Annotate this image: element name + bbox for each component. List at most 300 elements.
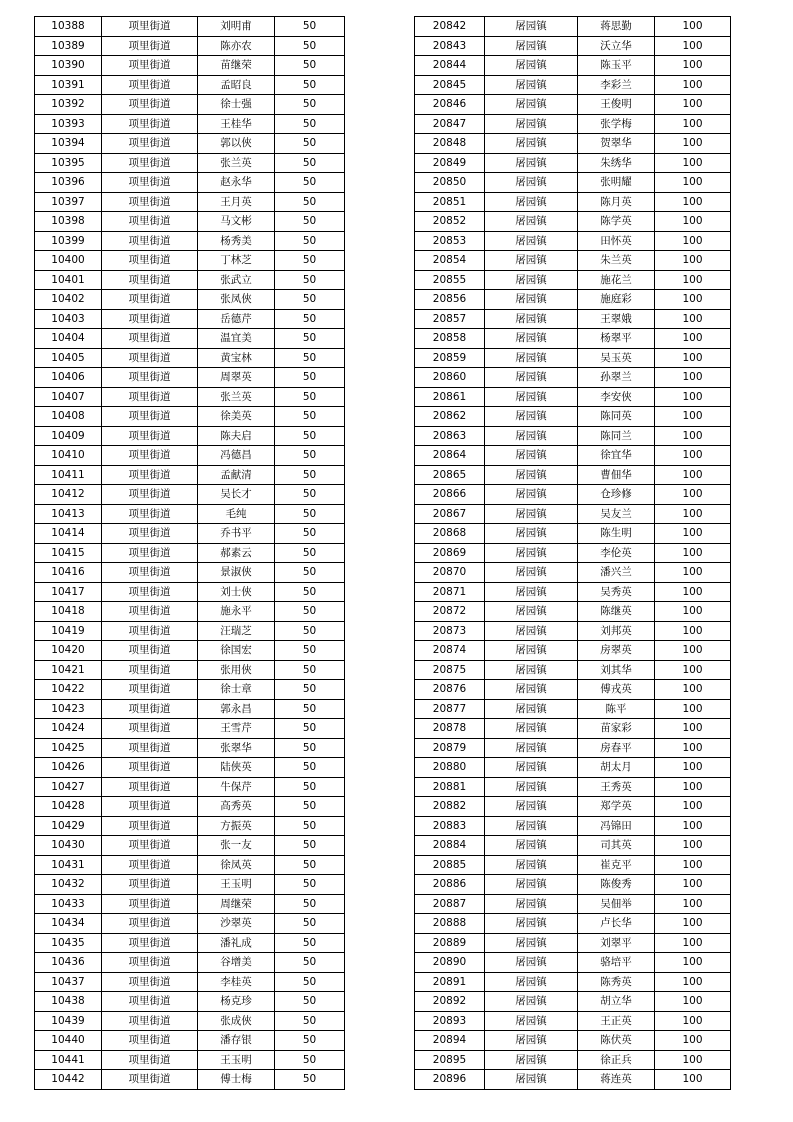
town-cell: 屠园镇 bbox=[485, 290, 578, 310]
person-name-cell: 马文彬 bbox=[198, 212, 275, 232]
amount-cell: 100 bbox=[655, 797, 731, 817]
town-cell: 屠园镇 bbox=[485, 75, 578, 95]
amount-cell: 50 bbox=[275, 368, 345, 388]
amount-cell: 100 bbox=[655, 758, 731, 778]
record-id-cell: 10438 bbox=[35, 992, 102, 1012]
table-row bbox=[415, 582, 731, 602]
record-id-cell: 20893 bbox=[415, 1011, 485, 1031]
amount-cell: 100 bbox=[655, 1031, 731, 1051]
amount-cell: 100 bbox=[655, 894, 731, 914]
table-row bbox=[415, 797, 731, 817]
town-cell: 屠园镇 bbox=[485, 368, 578, 388]
town-cell: 屠园镇 bbox=[485, 192, 578, 212]
table-row bbox=[35, 660, 345, 680]
record-id-cell: 20853 bbox=[415, 231, 485, 251]
table-row bbox=[415, 329, 731, 349]
table-row bbox=[35, 524, 345, 544]
person-name-cell: 毛纯 bbox=[198, 504, 275, 524]
table-row bbox=[415, 309, 731, 329]
amount-cell: 100 bbox=[655, 36, 731, 56]
amount-cell: 50 bbox=[275, 855, 345, 875]
table-row bbox=[415, 348, 731, 368]
table-row bbox=[35, 933, 345, 953]
amount-cell: 50 bbox=[275, 719, 345, 739]
record-id-cell: 10419 bbox=[35, 621, 102, 641]
amount-cell: 50 bbox=[275, 95, 345, 115]
amount-cell: 50 bbox=[275, 914, 345, 934]
record-id-cell: 20866 bbox=[415, 485, 485, 505]
record-id-cell: 10389 bbox=[35, 36, 102, 56]
table-row bbox=[415, 719, 731, 739]
amount-cell: 100 bbox=[655, 816, 731, 836]
person-name-cell: 苗家彩 bbox=[578, 719, 655, 739]
record-id-cell: 10406 bbox=[35, 368, 102, 388]
amount-cell: 100 bbox=[655, 407, 731, 427]
record-id-cell: 10424 bbox=[35, 719, 102, 739]
amount-cell: 100 bbox=[655, 641, 731, 661]
amount-cell: 50 bbox=[275, 407, 345, 427]
person-name-cell: 沙翠英 bbox=[198, 914, 275, 934]
person-name-cell: 陈继英 bbox=[578, 602, 655, 622]
amount-cell: 100 bbox=[655, 348, 731, 368]
record-id-cell: 20848 bbox=[415, 134, 485, 154]
town-cell: 项里街道 bbox=[102, 36, 198, 56]
table-row bbox=[415, 621, 731, 641]
person-name-cell: 徐国宏 bbox=[198, 641, 275, 661]
person-name-cell: 高秀英 bbox=[198, 797, 275, 817]
record-id-cell: 10433 bbox=[35, 894, 102, 914]
table-row bbox=[35, 972, 345, 992]
person-name-cell: 骆培平 bbox=[578, 953, 655, 973]
person-name-cell: 徐美英 bbox=[198, 407, 275, 427]
table-row bbox=[415, 446, 731, 466]
town-cell: 屠园镇 bbox=[485, 894, 578, 914]
record-id-cell: 10410 bbox=[35, 446, 102, 466]
town-cell: 项里街道 bbox=[102, 75, 198, 95]
table-row bbox=[415, 953, 731, 973]
person-name-cell: 傅戎英 bbox=[578, 680, 655, 700]
town-cell: 屠园镇 bbox=[485, 387, 578, 407]
amount-cell: 100 bbox=[655, 192, 731, 212]
record-id-cell: 20887 bbox=[415, 894, 485, 914]
town-cell: 屠园镇 bbox=[485, 173, 578, 193]
town-cell: 屠园镇 bbox=[485, 1050, 578, 1070]
person-name-cell: 陈夫启 bbox=[198, 426, 275, 446]
record-id-cell: 20879 bbox=[415, 738, 485, 758]
amount-cell: 100 bbox=[655, 368, 731, 388]
town-cell: 项里街道 bbox=[102, 953, 198, 973]
record-id-cell: 10420 bbox=[35, 641, 102, 661]
person-name-cell: 汪瑞芝 bbox=[198, 621, 275, 641]
town-cell: 屠园镇 bbox=[485, 738, 578, 758]
town-cell: 项里街道 bbox=[102, 660, 198, 680]
person-name-cell: 刘士俠 bbox=[198, 582, 275, 602]
person-name-cell: 陈玉平 bbox=[578, 56, 655, 76]
table-row bbox=[35, 426, 345, 446]
amount-cell: 100 bbox=[655, 972, 731, 992]
record-id-cell: 10415 bbox=[35, 543, 102, 563]
record-id-cell: 20865 bbox=[415, 465, 485, 485]
person-name-cell: 黄宝林 bbox=[198, 348, 275, 368]
table-row bbox=[35, 368, 345, 388]
amount-cell: 100 bbox=[655, 855, 731, 875]
record-id-cell: 20851 bbox=[415, 192, 485, 212]
amount-cell: 100 bbox=[655, 465, 731, 485]
person-name-cell: 谷增美 bbox=[198, 953, 275, 973]
record-id-cell: 20891 bbox=[415, 972, 485, 992]
town-cell: 屠园镇 bbox=[485, 563, 578, 583]
town-cell: 项里街道 bbox=[102, 1070, 198, 1090]
town-cell: 项里街道 bbox=[102, 231, 198, 251]
person-name-cell: 施永平 bbox=[198, 602, 275, 622]
amount-cell: 50 bbox=[275, 309, 345, 329]
amount-cell: 50 bbox=[275, 231, 345, 251]
left-roster-body bbox=[35, 17, 345, 1090]
table-row bbox=[35, 758, 345, 778]
table-row bbox=[35, 953, 345, 973]
town-cell: 项里街道 bbox=[102, 621, 198, 641]
record-id-cell: 10429 bbox=[35, 816, 102, 836]
table-row bbox=[415, 758, 731, 778]
table-row bbox=[35, 153, 345, 173]
amount-cell: 100 bbox=[655, 875, 731, 895]
table-row bbox=[35, 309, 345, 329]
town-cell: 项里街道 bbox=[102, 56, 198, 76]
record-id-cell: 20854 bbox=[415, 251, 485, 271]
table-row bbox=[415, 153, 731, 173]
person-name-cell: 杨秀美 bbox=[198, 231, 275, 251]
person-name-cell: 王秀英 bbox=[578, 777, 655, 797]
person-name-cell: 崔克平 bbox=[578, 855, 655, 875]
person-name-cell: 吴友兰 bbox=[578, 504, 655, 524]
table-row bbox=[415, 1031, 731, 1051]
town-cell: 屠园镇 bbox=[485, 524, 578, 544]
town-cell: 屠园镇 bbox=[485, 777, 578, 797]
table-row bbox=[415, 1050, 731, 1070]
amount-cell: 100 bbox=[655, 387, 731, 407]
person-name-cell: 方振英 bbox=[198, 816, 275, 836]
record-id-cell: 20896 bbox=[415, 1070, 485, 1090]
table-row bbox=[415, 387, 731, 407]
table-row bbox=[35, 504, 345, 524]
amount-cell: 50 bbox=[275, 797, 345, 817]
town-cell: 项里街道 bbox=[102, 836, 198, 856]
table-row bbox=[35, 387, 345, 407]
amount-cell: 100 bbox=[655, 953, 731, 973]
record-id-cell: 10388 bbox=[35, 17, 102, 37]
table-row bbox=[415, 836, 731, 856]
person-name-cell: 张用俠 bbox=[198, 660, 275, 680]
record-id-cell: 10430 bbox=[35, 836, 102, 856]
person-name-cell: 刘翠平 bbox=[578, 933, 655, 953]
amount-cell: 100 bbox=[655, 75, 731, 95]
person-name-cell: 景淑俠 bbox=[198, 563, 275, 583]
town-cell: 屠园镇 bbox=[485, 797, 578, 817]
amount-cell: 50 bbox=[275, 992, 345, 1012]
table-row bbox=[415, 426, 731, 446]
amount-cell: 50 bbox=[275, 758, 345, 778]
amount-cell: 50 bbox=[275, 173, 345, 193]
record-id-cell: 20847 bbox=[415, 114, 485, 134]
record-id-cell: 10397 bbox=[35, 192, 102, 212]
town-cell: 屠园镇 bbox=[485, 641, 578, 661]
town-cell: 屠园镇 bbox=[485, 719, 578, 739]
table-row bbox=[415, 992, 731, 1012]
record-id-cell: 20850 bbox=[415, 173, 485, 193]
person-name-cell: 郝素云 bbox=[198, 543, 275, 563]
town-cell: 屠园镇 bbox=[485, 1011, 578, 1031]
record-id-cell: 20875 bbox=[415, 660, 485, 680]
person-name-cell: 潘存银 bbox=[198, 1031, 275, 1051]
record-id-cell: 10402 bbox=[35, 290, 102, 310]
table-row bbox=[35, 17, 345, 37]
amount-cell: 50 bbox=[275, 836, 345, 856]
amount-cell: 100 bbox=[655, 1050, 731, 1070]
amount-cell: 100 bbox=[655, 95, 731, 115]
amount-cell: 50 bbox=[275, 426, 345, 446]
person-name-cell: 李安俠 bbox=[578, 387, 655, 407]
amount-cell: 50 bbox=[275, 17, 345, 37]
town-cell: 项里街道 bbox=[102, 914, 198, 934]
table-row bbox=[415, 368, 731, 388]
amount-cell: 50 bbox=[275, 251, 345, 271]
person-name-cell: 刘邦英 bbox=[578, 621, 655, 641]
amount-cell: 50 bbox=[275, 134, 345, 154]
amount-cell: 100 bbox=[655, 56, 731, 76]
amount-cell: 100 bbox=[655, 1011, 731, 1031]
table-row bbox=[35, 1050, 345, 1070]
record-id-cell: 10392 bbox=[35, 95, 102, 115]
person-name-cell: 陈学英 bbox=[578, 212, 655, 232]
town-cell: 屠园镇 bbox=[485, 816, 578, 836]
amount-cell: 50 bbox=[275, 465, 345, 485]
amount-cell: 50 bbox=[275, 485, 345, 505]
town-cell: 屠园镇 bbox=[485, 251, 578, 271]
record-id-cell: 20890 bbox=[415, 953, 485, 973]
person-name-cell: 张兰英 bbox=[198, 387, 275, 407]
town-cell: 屠园镇 bbox=[485, 309, 578, 329]
town-cell: 屠园镇 bbox=[485, 680, 578, 700]
person-name-cell: 张翠华 bbox=[198, 738, 275, 758]
table-row bbox=[35, 1011, 345, 1031]
town-cell: 屠园镇 bbox=[485, 621, 578, 641]
right-roster-body bbox=[415, 17, 731, 1090]
record-id-cell: 20856 bbox=[415, 290, 485, 310]
record-id-cell: 10396 bbox=[35, 173, 102, 193]
record-id-cell: 10426 bbox=[35, 758, 102, 778]
person-name-cell: 温宜美 bbox=[198, 329, 275, 349]
person-name-cell: 蒋思勤 bbox=[578, 17, 655, 37]
table-row bbox=[35, 797, 345, 817]
town-cell: 项里街道 bbox=[102, 972, 198, 992]
record-id-cell: 20871 bbox=[415, 582, 485, 602]
table-row bbox=[35, 56, 345, 76]
person-name-cell: 陈同兰 bbox=[578, 426, 655, 446]
town-cell: 项里街道 bbox=[102, 465, 198, 485]
town-cell: 屠园镇 bbox=[485, 56, 578, 76]
person-name-cell: 徐凤英 bbox=[198, 855, 275, 875]
person-name-cell: 房春平 bbox=[578, 738, 655, 758]
amount-cell: 50 bbox=[275, 114, 345, 134]
table-row bbox=[35, 290, 345, 310]
town-cell: 项里街道 bbox=[102, 816, 198, 836]
town-cell: 项里街道 bbox=[102, 777, 198, 797]
amount-cell: 50 bbox=[275, 699, 345, 719]
town-cell: 项里街道 bbox=[102, 270, 198, 290]
person-name-cell: 李伦英 bbox=[578, 543, 655, 563]
amount-cell: 50 bbox=[275, 1031, 345, 1051]
record-id-cell: 20869 bbox=[415, 543, 485, 563]
town-cell: 屠园镇 bbox=[485, 114, 578, 134]
person-name-cell: 潘礼成 bbox=[198, 933, 275, 953]
amount-cell: 100 bbox=[655, 290, 731, 310]
table-row bbox=[35, 738, 345, 758]
record-id-cell: 10418 bbox=[35, 602, 102, 622]
table-row bbox=[415, 192, 731, 212]
amount-cell: 50 bbox=[275, 582, 345, 602]
record-id-cell: 20881 bbox=[415, 777, 485, 797]
person-name-cell: 苗继荣 bbox=[198, 56, 275, 76]
table-row bbox=[35, 777, 345, 797]
record-id-cell: 20862 bbox=[415, 407, 485, 427]
town-cell: 屠园镇 bbox=[485, 1070, 578, 1090]
table-row bbox=[35, 1031, 345, 1051]
amount-cell: 50 bbox=[275, 504, 345, 524]
town-cell: 项里街道 bbox=[102, 1050, 198, 1070]
town-cell: 项里街道 bbox=[102, 563, 198, 583]
person-name-cell: 岳德芹 bbox=[198, 309, 275, 329]
town-cell: 项里街道 bbox=[102, 348, 198, 368]
person-name-cell: 吴玉英 bbox=[578, 348, 655, 368]
person-name-cell: 吴佃举 bbox=[578, 894, 655, 914]
amount-cell: 100 bbox=[655, 1070, 731, 1090]
record-id-cell: 20843 bbox=[415, 36, 485, 56]
town-cell: 项里街道 bbox=[102, 504, 198, 524]
person-name-cell: 孙翠兰 bbox=[578, 368, 655, 388]
person-name-cell: 丁林芝 bbox=[198, 251, 275, 271]
amount-cell: 100 bbox=[655, 602, 731, 622]
table-row bbox=[415, 875, 731, 895]
amount-cell: 100 bbox=[655, 17, 731, 37]
town-cell: 屠园镇 bbox=[485, 231, 578, 251]
table-row bbox=[415, 251, 731, 271]
table-row bbox=[35, 231, 345, 251]
amount-cell: 50 bbox=[275, 75, 345, 95]
town-cell: 项里街道 bbox=[102, 407, 198, 427]
person-name-cell: 张凤俠 bbox=[198, 290, 275, 310]
amount-cell: 100 bbox=[655, 426, 731, 446]
person-name-cell: 郭以俠 bbox=[198, 134, 275, 154]
person-name-cell: 蒋连英 bbox=[578, 1070, 655, 1090]
person-name-cell: 李桂英 bbox=[198, 972, 275, 992]
amount-cell: 50 bbox=[275, 1050, 345, 1070]
amount-cell: 100 bbox=[655, 660, 731, 680]
table-row bbox=[415, 972, 731, 992]
town-cell: 屠园镇 bbox=[485, 485, 578, 505]
person-name-cell: 徐士章 bbox=[198, 680, 275, 700]
table-row bbox=[35, 699, 345, 719]
amount-cell: 50 bbox=[275, 933, 345, 953]
town-cell: 项里街道 bbox=[102, 641, 198, 661]
amount-cell: 100 bbox=[655, 173, 731, 193]
table-row bbox=[35, 407, 345, 427]
amount-cell: 100 bbox=[655, 680, 731, 700]
record-id-cell: 20892 bbox=[415, 992, 485, 1012]
table-row bbox=[35, 836, 345, 856]
table-row bbox=[415, 524, 731, 544]
record-id-cell: 20872 bbox=[415, 602, 485, 622]
town-cell: 项里街道 bbox=[102, 524, 198, 544]
table-row bbox=[35, 465, 345, 485]
record-id-cell: 20888 bbox=[415, 914, 485, 934]
record-id-cell: 10413 bbox=[35, 504, 102, 524]
table-row bbox=[415, 485, 731, 505]
table-row bbox=[415, 290, 731, 310]
person-name-cell: 徐士强 bbox=[198, 95, 275, 115]
record-id-cell: 20886 bbox=[415, 875, 485, 895]
amount-cell: 50 bbox=[275, 621, 345, 641]
town-cell: 屠园镇 bbox=[485, 17, 578, 37]
person-name-cell: 张学梅 bbox=[578, 114, 655, 134]
amount-cell: 100 bbox=[655, 114, 731, 134]
record-id-cell: 10437 bbox=[35, 972, 102, 992]
right-roster-table bbox=[414, 16, 731, 1090]
person-name-cell: 陈月英 bbox=[578, 192, 655, 212]
record-id-cell: 10421 bbox=[35, 660, 102, 680]
person-name-cell: 杨克珍 bbox=[198, 992, 275, 1012]
person-name-cell: 郭永昌 bbox=[198, 699, 275, 719]
person-name-cell: 郑学英 bbox=[578, 797, 655, 817]
person-name-cell: 施庭彩 bbox=[578, 290, 655, 310]
town-cell: 屠园镇 bbox=[485, 660, 578, 680]
town-cell: 屠园镇 bbox=[485, 602, 578, 622]
town-cell: 屠园镇 bbox=[485, 1031, 578, 1051]
town-cell: 屠园镇 bbox=[485, 582, 578, 602]
record-id-cell: 10434 bbox=[35, 914, 102, 934]
person-name-cell: 潘兴兰 bbox=[578, 563, 655, 583]
person-name-cell: 陈俊秀 bbox=[578, 875, 655, 895]
record-id-cell: 10417 bbox=[35, 582, 102, 602]
town-cell: 项里街道 bbox=[102, 309, 198, 329]
amount-cell: 100 bbox=[655, 836, 731, 856]
table-row bbox=[35, 446, 345, 466]
town-cell: 屠园镇 bbox=[485, 348, 578, 368]
amount-cell: 100 bbox=[655, 563, 731, 583]
table-row bbox=[35, 212, 345, 232]
town-cell: 屠园镇 bbox=[485, 933, 578, 953]
amount-cell: 50 bbox=[275, 875, 345, 895]
record-id-cell: 20873 bbox=[415, 621, 485, 641]
person-name-cell: 张兰英 bbox=[198, 153, 275, 173]
record-id-cell: 10423 bbox=[35, 699, 102, 719]
person-name-cell: 陈亦农 bbox=[198, 36, 275, 56]
table-row bbox=[415, 1011, 731, 1031]
left-roster-table bbox=[34, 16, 345, 1090]
town-cell: 屠园镇 bbox=[485, 992, 578, 1012]
amount-cell: 50 bbox=[275, 602, 345, 622]
amount-cell: 50 bbox=[275, 738, 345, 758]
person-name-cell: 杨翠平 bbox=[578, 329, 655, 349]
record-id-cell: 10408 bbox=[35, 407, 102, 427]
amount-cell: 100 bbox=[655, 992, 731, 1012]
amount-cell: 100 bbox=[655, 329, 731, 349]
table-row bbox=[35, 485, 345, 505]
table-row bbox=[35, 992, 345, 1012]
town-cell: 项里街道 bbox=[102, 17, 198, 37]
person-name-cell: 张明耀 bbox=[578, 173, 655, 193]
record-id-cell: 20842 bbox=[415, 17, 485, 37]
person-name-cell: 王桂华 bbox=[198, 114, 275, 134]
